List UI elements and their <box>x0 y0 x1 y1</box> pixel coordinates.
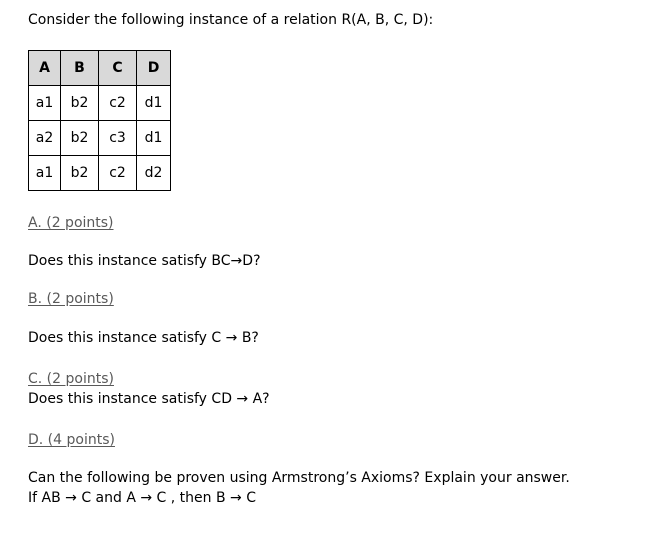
question-b-text: Does this instance satisfy C → B? <box>28 330 259 346</box>
column-header-d: D <box>137 51 171 86</box>
table-cell: b2 <box>61 156 99 191</box>
table-cell: b2 <box>61 86 99 121</box>
question-b-heading: B. (2 points) <box>28 291 114 307</box>
table-cell: d1 <box>137 86 171 121</box>
question-d-heading: D. (4 points) <box>28 432 115 448</box>
column-header-b: B <box>61 51 99 86</box>
table-cell: b2 <box>61 121 99 156</box>
column-header-c: C <box>99 51 137 86</box>
table-row <box>29 121 171 156</box>
column-header-a: A <box>29 51 61 86</box>
table-row <box>29 86 171 121</box>
question-c-text: Does this instance satisfy CD → A? <box>28 391 270 407</box>
table-cell: c2 <box>99 86 137 121</box>
table-row <box>29 156 171 191</box>
table-cell: a1 <box>29 156 61 191</box>
relation-table <box>28 50 171 191</box>
question-d-text: Can the following be proven using Armstrong’s Axioms? Explain your answer. <box>28 470 570 486</box>
table-header-row <box>29 51 171 86</box>
table-cell: a2 <box>29 121 61 156</box>
table-cell: c3 <box>99 121 137 156</box>
question-d-statement: If AB → C and A → C , then B → C <box>28 490 256 506</box>
intro-text: Consider the following instance of a relation R(A, B, C, D): <box>28 12 434 28</box>
question-a-text: Does this instance satisfy BC→D? <box>28 253 261 269</box>
table-cell: d2 <box>137 156 171 191</box>
table-cell: a1 <box>29 86 61 121</box>
table-cell: c2 <box>99 156 137 191</box>
table-cell: d1 <box>137 121 171 156</box>
question-a-heading: A. (2 points) <box>28 215 114 231</box>
question-c-heading: C. (2 points) <box>28 371 114 387</box>
